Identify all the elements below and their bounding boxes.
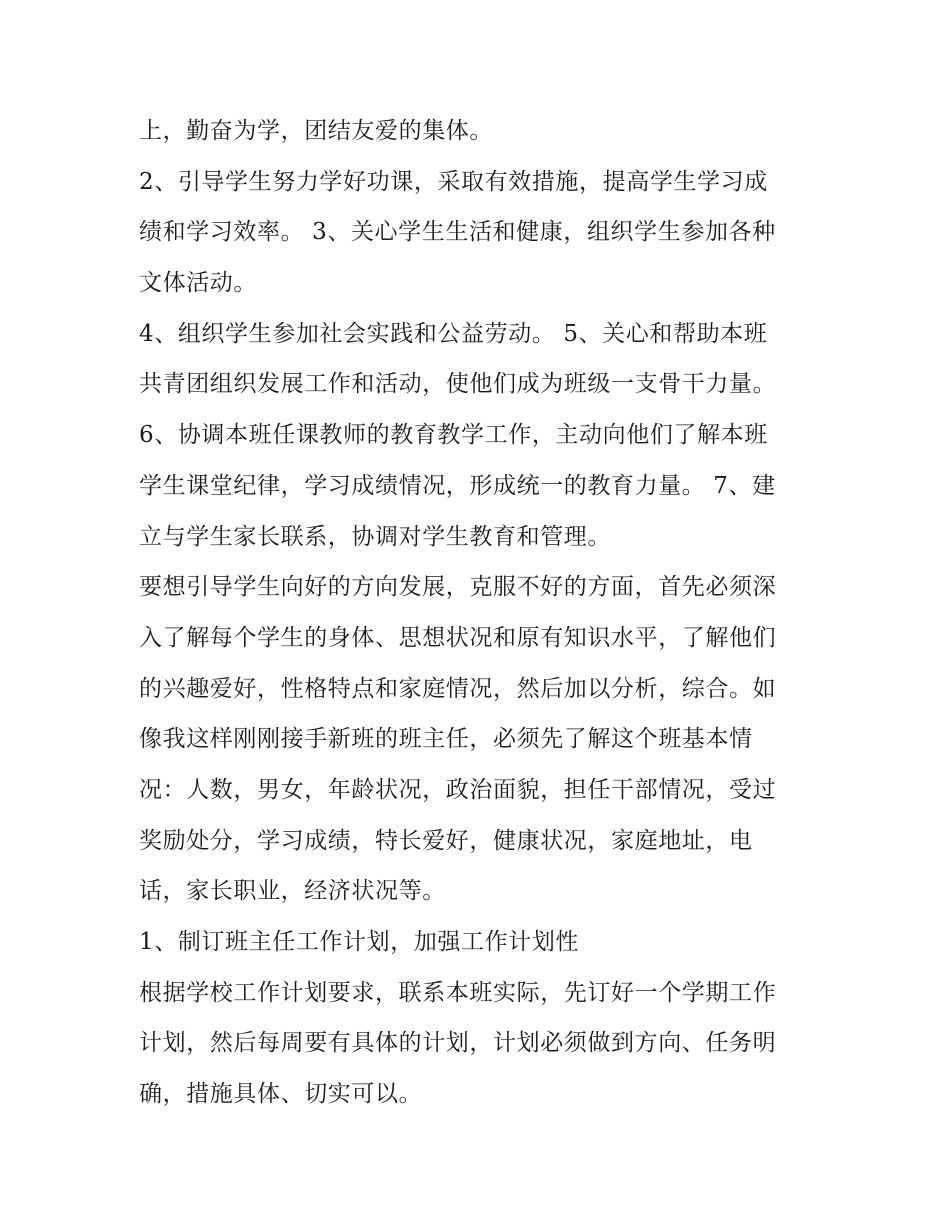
section-heading: 1、制订班主任工作计划，加强工作计划性	[139, 929, 580, 955]
text-line: 入了解每个学生的身体、思想状况和原有知识水平，了解他们	[139, 624, 777, 651]
text-line: 况：人数，男女，年龄状况，政治面貌，担任干部情况，受过	[139, 776, 777, 803]
text-line: 共青团组织发展工作和活动，使他们成为班级一支骨干力量。	[139, 371, 777, 398]
text-line: 像我这样刚刚接手新班的班主任，必须先了解这个班基本情	[139, 726, 753, 753]
text-line: 根据学校工作计划要求，联系本班实际，先订好一个学期工作	[139, 979, 777, 1006]
text-line: 文体活动。	[139, 270, 257, 297]
text-line: 6、协调本班任课教师的教育教学工作，主动向他们了解本班	[139, 422, 768, 449]
text-line: 奖励处分，学习成绩，特长爱好，健康状况，家庭地址，电	[139, 827, 753, 854]
text-line: 确，措施具体、切实可以。	[139, 1081, 423, 1108]
text-line: 要想引导学生向好的方向发展，克服不好的方面，首先必须深	[139, 574, 777, 601]
text-line: 话，家长职业，经济状况等。	[139, 878, 446, 905]
text-line: 立与学生家长联系，协调对学生教育和管理。	[139, 523, 611, 550]
text-line: 4、组织学生参加社会实践和公益劳动。 5、关心和帮助本班	[139, 320, 768, 347]
text-line: 上，勤奋为学，团结友爱的集体。	[139, 118, 493, 144]
text-line: 2、引导学生努力学好功课，采取有效措施，提高学生学习成	[139, 168, 768, 195]
text-line: 学生课堂纪律，学习成绩情况，形成统一的教育力量。 7、建	[139, 472, 776, 499]
text-line: 计划，然后每周要有具体的计划，计划必须做到方向、任务明	[139, 1030, 777, 1057]
text-line: 的兴趣爱好，性格特点和家庭情况，然后加以分析，综合。如	[139, 675, 777, 702]
document-body	[139, 106, 819, 1120]
text-line: 绩和学习效率。 3、关心学生生活和健康，组织学生参加各种	[139, 219, 776, 246]
